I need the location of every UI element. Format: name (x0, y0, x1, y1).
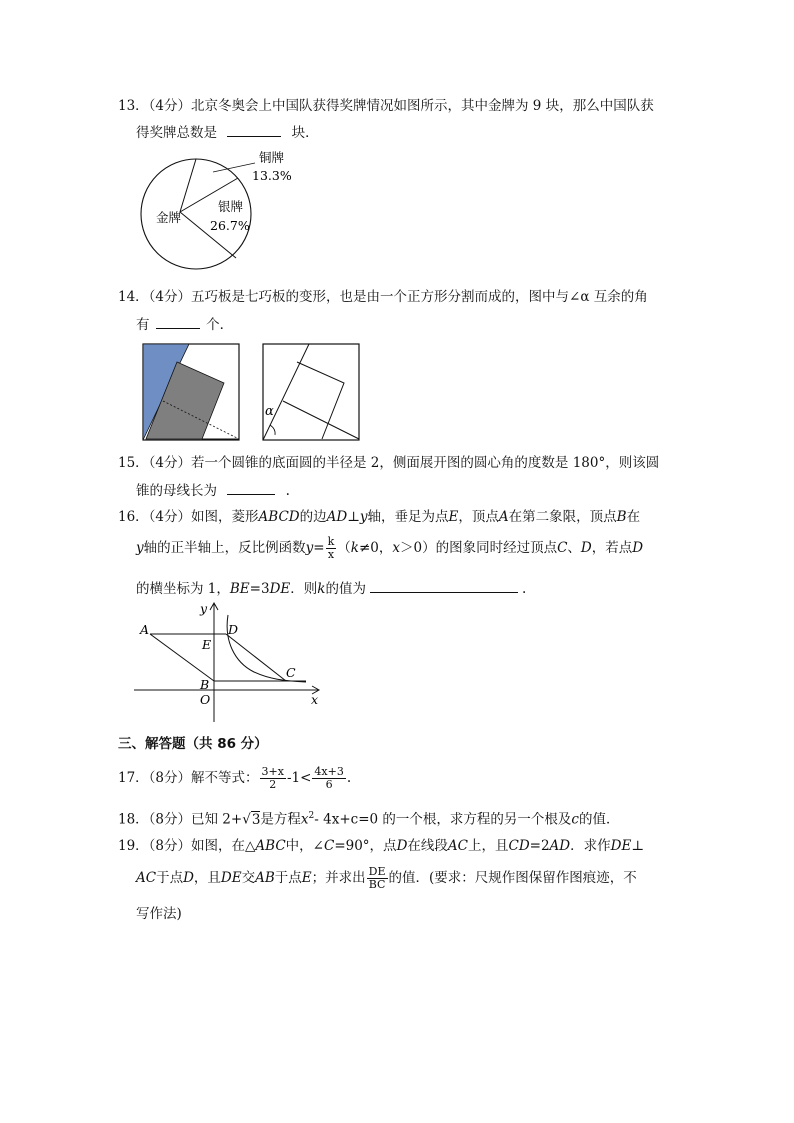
fraction-3-plus-x-over-2: $\frac{3+x}{2}$ (261, 765, 284, 791)
pie-label-copper: 铜牌 (259, 150, 285, 165)
q18-line: 18．（8分）已知 2+√3是方程$x^2-$ 4x+c=0 的一个根，求方程的另一个根及c的值． (118, 811, 620, 828)
q14-answer-blank[interactable] (156, 314, 200, 329)
q19-line3: 写作法) (136, 906, 182, 922)
q16-answer-blank[interactable] (370, 578, 518, 593)
point-D-label: D (228, 622, 239, 637)
q16-line2: y轴的正半轴上，反比例函数y= $\frac{k}{x}$ （k≠0，x＞0）的图象同时经过顶点C、D，若点D (136, 535, 644, 561)
k-over-x-fraction: $\frac{k}{x}$ (327, 535, 335, 561)
tangram-figure-left (142, 343, 240, 441)
sqrt-symbol: √ (242, 811, 251, 828)
rhombus-function-figure (134, 600, 334, 725)
q14-line1: 14．（4分）五巧板是七巧板的变形，也是由一个正方形分割而成的，图中与∠α 互余的角 (118, 289, 648, 305)
axis-y-label: y (200, 601, 208, 616)
q13-answer-blank[interactable] (227, 122, 281, 137)
pie-pct-silver: 26.7% (210, 218, 250, 233)
tangram-figure-right (262, 343, 360, 441)
pie-label-gold: 金牌 (156, 210, 182, 225)
axis-x-label: x (311, 692, 319, 707)
pie-label-silver: 银牌 (218, 199, 244, 214)
q19-line2: AC于点D，且DE交AB于点E；并求出 $\frac{DE}{BC}$ 的值．(要求：尺规作图保留作图痕迹，不 (136, 865, 637, 891)
q17-line: 17．（8分）解不等式： $\frac{3+x}{2}$ -1< $\frac{4x+3}{6}$ . (118, 765, 352, 791)
point-E-label: E (202, 637, 212, 652)
q16-line1: 16．（4分）如图，菱形ABCD的边AD⊥y轴，垂足为点E，顶点A在第二象限，顶点B在 (118, 509, 641, 525)
point-C-label: C (286, 665, 296, 680)
q16-line3: 的横坐标为 1，BE=3DE．则k的值为 . (136, 578, 526, 599)
fraction-4x-plus-3-over-6: $\frac{4x+3}{6}$ (314, 765, 344, 791)
fraction-de-over-bc: $\frac{DE}{BC}$ (368, 865, 386, 891)
alpha-label: α (265, 404, 274, 419)
pie-pct-copper: 13.3% (252, 168, 292, 183)
q19-line1: 19．（8分）如图，在△ABC中，∠C=90°，点D在线段AC上，且CD=2AD．求作DE⊥ (118, 838, 645, 854)
q13-line1: 13．（4分）北京冬奥会上中国队获得奖牌情况如图所示，其中金牌为 9 块，那么中国队获 (118, 98, 654, 114)
point-B-label: B (200, 677, 210, 692)
section-3-heading: 三、解答题（共 86 分） (118, 736, 268, 752)
q14-line2: 有 个． (136, 314, 233, 335)
medal-pie-chart (134, 148, 304, 273)
q13-line2: 得奖牌总数是 块． (136, 122, 319, 143)
q15-line2: 锥的母线长为 . (136, 480, 290, 501)
origin-O-label: O (200, 692, 211, 707)
q15-line1: 15．（4分）若一个圆锥的底面圆的半径是 2，侧面展开图的圆心角的度数是 180°，则该圆 (118, 455, 660, 471)
point-A-label: A (140, 622, 150, 637)
q15-answer-blank[interactable] (227, 480, 275, 495)
